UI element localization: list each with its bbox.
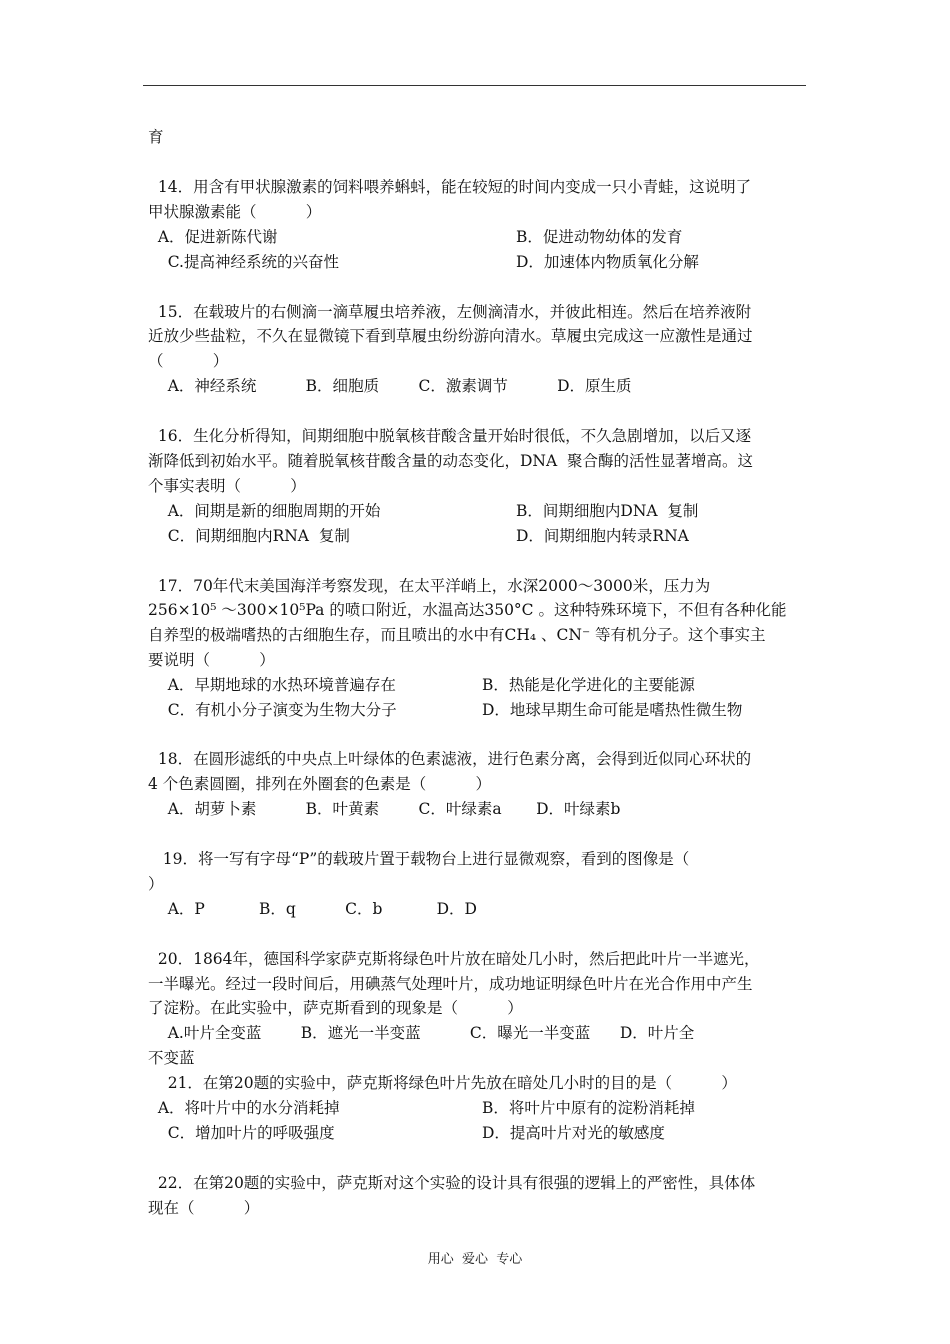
question-15-line: 15．在载玻片的右侧滴一滴草履虫培养液，左侧滴清水，并彼此相连。然后在培养液附	[148, 303, 752, 321]
question-22-line: 22．在第20题的实验中，萨克斯对这个实验的设计具有很强的逻辑上的严密性，具体体	[148, 1174, 756, 1192]
option-c: C．有机小分子演变为生物大分子	[148, 701, 397, 719]
question-17-line: 自养型的极端嗜热的古细胞生存，而且喷出的水中有CH₄ 、CN⁻ 等有机分子。这个事实主	[148, 626, 766, 644]
option-a: A．早期地球的水热环境普遍存在	[148, 676, 396, 694]
question-17-line: 17．70年代末美国海洋考察发现，在太平洋峭上，水深2000～3000米，压力为	[148, 577, 711, 595]
option-d: D．间期细胞内转录RNA	[516, 527, 689, 545]
question-15-line: （ ）	[148, 352, 229, 370]
page-footer: 用心 爱心 专心	[427, 1252, 523, 1267]
option-c: C．增加叶片的呼吸强度	[148, 1124, 335, 1142]
question-14-line: 甲状腺激素能（ ）	[148, 203, 322, 221]
question-20-line: 20．1864年，德国科学家萨克斯将绿色叶片放在暗处几小时，然后把此叶片一半遮光，	[148, 950, 760, 968]
option-b: B．将叶片中原有的淀粉消耗掉	[482, 1099, 695, 1117]
question-18-options: A．胡萝卜素 B．叶黄素 C．叶绿素a D．叶绿素b	[148, 800, 621, 818]
question-16-line: 个事实表明（ ）	[148, 477, 306, 495]
question-20-line: 一半曝光。经过一段时间后，用碘蒸气处理叶片，成功地证明绿色叶片在光合作用中产生	[148, 975, 753, 993]
question-14-line: 14．用含有甲状腺激素的饲料喂养蝌蚪，能在较短的时间内变成一只小青蛙，这说明了	[148, 178, 752, 196]
option-c: C.提高神经系统的兴奋性	[148, 253, 339, 271]
question-18-line: 4 个色素圆圈，排列在外圈套的色素是（ ）	[148, 775, 492, 793]
option-d: D．加速体内物质氧化分解	[516, 253, 699, 271]
question-19-line: 19．将一写有字母“P”的载玻片置于载物台上进行显微观察，看到的图像是（	[148, 850, 690, 868]
text-line: 育	[148, 128, 164, 146]
question-20-options: A.叶片全变蓝 B．遮光一半变蓝 C．曝光一半变蓝 D．叶片全	[148, 1024, 695, 1042]
option-a: A．将叶片中的水分消耗掉	[148, 1099, 340, 1117]
question-22-line: 现在（ ）	[148, 1199, 260, 1217]
question-20-options: 不变蓝	[148, 1049, 195, 1067]
question-16-line: 16．生化分析得知，间期细胞中脱氧核苷酸含量开始时很低，不久急剧增加，以后又逐	[148, 427, 752, 445]
question-19-line: ）	[148, 875, 164, 893]
question-18-line: 18．在圆形滤纸的中央点上叶绿体的色素滤液，进行色素分离，会得到近似同心环状的	[148, 750, 752, 768]
option-a: A．促进新陈代谢	[148, 228, 278, 246]
header-rule	[143, 85, 806, 86]
question-20-line: 了淀粉。在此实验中，萨克斯看到的现象是（ ）	[148, 999, 523, 1017]
question-15-options: A．神经系统 B．细胞质 C．激素调节 D．原生质	[148, 377, 632, 395]
question-21-line: 21．在第20题的实验中，萨克斯将绿色叶片先放在暗处几小时的目的是（ ）	[148, 1074, 737, 1092]
option-b: B．热能是化学进化的主要能源	[482, 676, 695, 694]
option-c: C．间期细胞内RNA 复制	[148, 527, 350, 545]
question-17-line: 要说明（ ）	[148, 651, 275, 669]
option-b: B．间期细胞内DNA 复制	[516, 502, 699, 520]
question-17-line: 256×10⁵ ～300×10⁵Pa 的喷口附近，水温高达350°C 。这种特殊环境下，不但有各种化能	[148, 601, 787, 619]
option-d: D．提高叶片对光的敏感度	[482, 1124, 665, 1142]
question-15-line: 近放少些盐粒，不久在显微镜下看到草履虫纷纷游向清水。草履虫完成这一应激性是通过	[148, 327, 753, 345]
question-16-line: 渐降低到初始水平。随着脱氧核苷酸含量的动态变化，DNA 聚合酶的活性显著增高。这	[148, 452, 754, 470]
option-b: B．促进动物幼体的发育	[516, 228, 683, 246]
option-a: A．间期是新的细胞周期的开始	[148, 502, 381, 520]
option-d: D．地球早期生命可能是嗜热性微生物	[482, 701, 743, 719]
question-19-options: A．P B．q C．b D．D	[148, 900, 477, 918]
